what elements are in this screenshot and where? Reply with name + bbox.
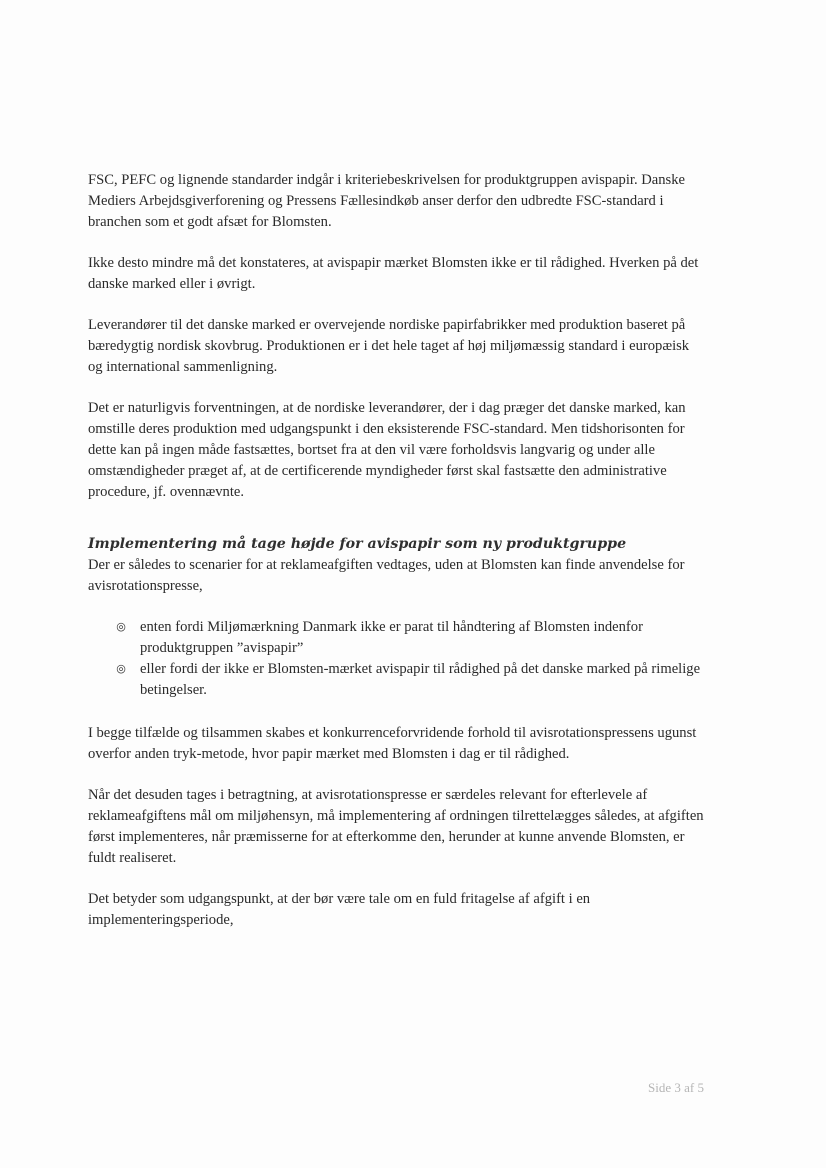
list-item-text: enten fordi Miljømærkning Danmark ikke er parat til håndtering af Blomsten indenfor produktgruppen ”avispapir” <box>140 619 643 656</box>
bullet-circle-icon: ◎ <box>116 663 126 675</box>
section-implementation <box>88 533 706 931</box>
section-heading: Implementering må tage højde for avispapir som ny produktgruppe <box>88 536 627 552</box>
paragraph-competition: I begge tilfælde og tilsammen skabes et konkurrenceforvridende forhold til avisrotationspressens ugunst overfor anden tryk-metode, hvor papir mærket med Blomsten i dag er til rådighed. <box>88 725 697 762</box>
section-intro: Der er således to scenarier for at reklameafgiften vedtages, uden at Blomsten kan finde anvendelse for avisrotationspresse, <box>88 557 685 594</box>
document-body <box>88 170 706 951</box>
paragraph-availability: Ikke desto mindre må det konstateres, at avispapir mærket Blomsten ikke er til rådighed. Hverken på det danske marked eller i øvrigt. <box>88 255 699 292</box>
paragraph-suppliers: Leverandører til det danske marked er overvejende nordiske papirfabrikker med produktion baseret på bæredygtig nordisk skovbrug. Produktionen er i det hele taget af høj miljømæssig standard i europæisk og international sammenligning. <box>88 317 690 375</box>
paragraph-fsc-standards: FSC, PEFC og lignende standarder indgår i kriteriebeskrivelsen for produktgruppen avispapir. Danske Mediers Arbejdsgiverforening og Pressens Fællesindkøb anser derfor den udbredte FSC-standard i branchen som et godt afsæt for Blomsten. <box>88 172 686 230</box>
list-item <box>116 617 706 659</box>
list-item <box>116 659 706 701</box>
list-item-text: eller fordi der ikke er Blomsten-mærket avispapir til rådighed på det danske marked på rimelige betingelser. <box>140 661 701 698</box>
scenario-list <box>88 617 706 701</box>
bullet-circle-icon: ◎ <box>116 621 126 633</box>
paragraph-expectation: Det er naturligvis forventningen, at de nordiske leverandører, der i dag præger det danske marked, kan omstille deres produktion med udgangspunkt i den eksisterende FSC-standard. Men tidshorisonten for dette kan på ingen måde fastsættes, bortset fra at den vil være forholdsvis langvarig og under alle omstændigheder præget af, at de certificerende myndigheder først skal fastsætte den administrative procedure, jf. ovennævnte. <box>88 400 686 500</box>
paragraph-conclusion: Det betyder som udgangspunkt, at der bør være tale om en fuld fritagelse af afgift i en implementeringsperiode, <box>88 891 591 928</box>
page-number: Side 3 af 5 <box>648 1080 704 1095</box>
paragraph-environment: Når det desuden tages i betragtning, at avisrotationspresse er særdeles relevant for efterlevele af reklameafgiftens mål om miljøhensyn, må implementering af ordningen tilrettelægges således, at afgiften først implementeres, når præmisserne for at efterkomme den, herunder at kunne anvende Blomsten, er fuldt realiseret. <box>88 787 704 866</box>
